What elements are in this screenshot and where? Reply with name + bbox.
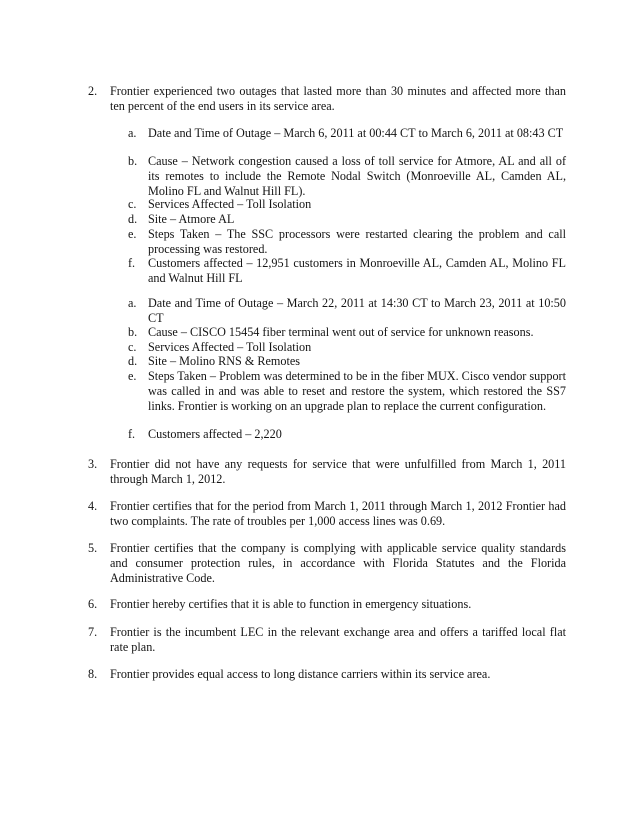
sub-text: Date and Time of Outage – March 22, 2011 at 14:30 CT to March 23, 2011 at 10:50 CT — [148, 296, 566, 325]
item-number: 4. — [88, 499, 98, 513]
sub-letter: a. — [128, 296, 137, 310]
sub-letter: d. — [128, 354, 138, 368]
sub-text: Steps Taken – The SSC processors were restarted clearing the problem and call processing was restored. — [148, 227, 566, 256]
sub-text: Cause – CISCO 15454 fiber terminal went out of service for unknown reasons. — [148, 325, 534, 339]
sub-text: Customers affected – 2,220 — [148, 427, 282, 441]
sub-text: Services Affected – Toll Isolation — [148, 197, 312, 211]
item-text: Frontier hereby certifies that it is able to function in emergency situations. — [110, 597, 472, 611]
item-number: 6. — [88, 597, 98, 611]
item-number: 5. — [88, 541, 98, 555]
item-text: Frontier did not have any requests for service that were unfulfilled from March 1, 2011 through March 1, 2012. — [110, 457, 566, 486]
sub-text: Date and Time of Outage – March 6, 2011 at 00:44 CT to March 6, 2011 at 08:43 CT — [148, 126, 564, 140]
sub-letter: b. — [128, 154, 138, 168]
item-text: Frontier is the incumbent LEC in the relevant exchange area and offers a tariffed local flat rate plan. — [110, 625, 566, 654]
item-text: Frontier experienced two outages that lasted more than 30 minutes and affected more than ten percent of the end users in its service area. — [110, 84, 566, 113]
item-text: Frontier certifies that for the period from March 1, 2011 through March 1, 2012 Frontier had two complaints. The rate of troubles per 1,000 access lines was 0.69. — [110, 499, 566, 528]
item-number: 8. — [88, 667, 98, 681]
sub-letter: e. — [128, 227, 137, 241]
sub-letter: d. — [128, 212, 138, 226]
sub-text: Steps Taken – Problem was determined to be in the fiber MUX. Cisco vendor support was called in and was able to reset and restore the system, which restored the SS7 links. Frontier is working on an upgrade plan to replace the current configuration. — [148, 369, 566, 413]
item-text: Frontier certifies that the company is complying with applicable service quality standards and consumer protection rules, in accordance with Florida Statutes and the Florida Administrative Code. — [110, 541, 566, 585]
item-number: 7. — [88, 625, 98, 639]
sub-text: Customers affected – 12,951 customers in Monroeville AL, Camden AL, Molino FL and Walnut Hill FL — [148, 256, 566, 285]
sub-text: Services Affected – Toll Isolation — [148, 340, 312, 354]
sub-letter: f. — [128, 427, 136, 441]
item-number: 3. — [88, 457, 98, 471]
sub-letter: b. — [128, 325, 138, 339]
item-number: 2. — [88, 84, 98, 98]
sub-letter: f. — [128, 256, 136, 270]
sub-letter: e. — [128, 369, 137, 383]
item-text: Frontier provides equal access to long distance carriers within its service area. — [110, 667, 491, 681]
sub-text: Site – Molino RNS & Remotes — [148, 354, 301, 368]
sub-text: Cause – Network congestion caused a loss of toll service for Atmore, AL and all of its remotes to include the Remote Nodal Switch (Monroeville AL, Camden AL, Molino FL and Walnut Hill FL). — [148, 154, 566, 198]
sub-text: Site – Atmore AL — [148, 212, 235, 226]
sub-letter: c. — [128, 340, 137, 354]
sub-letter: c. — [128, 197, 137, 211]
sub-letter: a. — [128, 126, 137, 140]
